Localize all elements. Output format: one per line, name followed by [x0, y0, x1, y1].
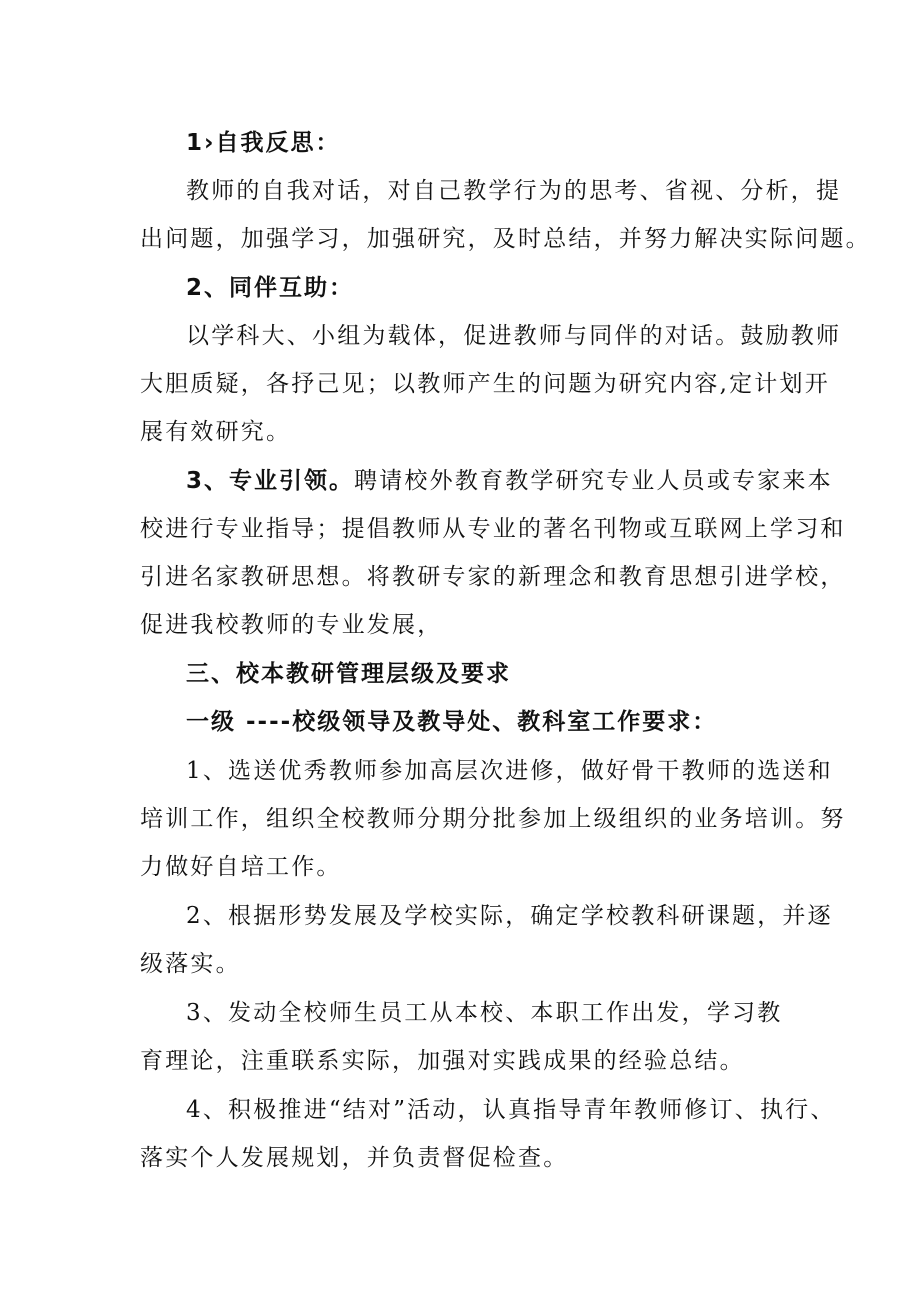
heading-peer-support: 2、同伴互助：	[186, 275, 355, 301]
list-item-line: 1、选送优秀教师参加高层次进修，做好骨干教师的选送和	[186, 758, 833, 784]
list-item-line: 育理论，注重联系实际，加强对实践成果的经验总结。	[140, 1048, 745, 1074]
paragraph-line: 出问题，加强学习，加强研究，及时总结，并努力解决实际问题。	[140, 226, 871, 252]
list-item-line: 3、发动全校师生员工从本校、本职工作出发，学习教	[186, 1000, 783, 1026]
list-item-line: 2、根据形势发展及学校实际，确定学校教科研课题，并逐	[186, 903, 833, 929]
paragraph-line	[186, 466, 833, 496]
list-item-line: 力做好自培工作。	[140, 854, 342, 880]
paragraph-line: 大胆质疑，各抒己见；以教师产生的问题为研究内容,定计划开	[140, 371, 830, 397]
list-item-line: 落实个人发展规划，并负责督促检查。	[140, 1145, 569, 1171]
list-item-line: 4、积极推进“结对”活动，认真指导青年教师修订、执行、	[186, 1097, 836, 1123]
paragraph-line: 校进行专业指导；提倡教师从专业的著名刊物或互联网上学习和	[140, 516, 846, 542]
paragraph-line: 以学科大、小组为载体，促进教师与同伴的对话。鼓励教师	[186, 323, 842, 349]
paragraph-line: 引进名家教研思想。将教研专家的新理念和教育思想引进学校，	[140, 564, 846, 590]
paragraph-line: 展有效研究。	[140, 419, 292, 445]
paragraph-text: 聘请校外教育教学研究专业人员或专家来本	[354, 468, 833, 494]
paragraph-line: 促进我校教师的专业发展，	[140, 612, 443, 638]
heading-professional-guidance: 3、专业引领。	[186, 468, 355, 494]
level1-title: 一级 ----校级领导及教导处、教科室工作要求：	[186, 709, 718, 735]
heading-self-reflection: 1›自我反思：	[186, 130, 341, 156]
paragraph-line: 教师的自我对话，对自己教学行为的思考、省视、分析，提	[186, 178, 842, 204]
list-item-line: 级落实。	[140, 951, 241, 977]
list-item-line: 培训工作，组织全校教师分期分批参加上级组织的业务培训。努	[140, 806, 846, 832]
section-title: 三、校本教研管理层级及要求	[186, 661, 511, 687]
